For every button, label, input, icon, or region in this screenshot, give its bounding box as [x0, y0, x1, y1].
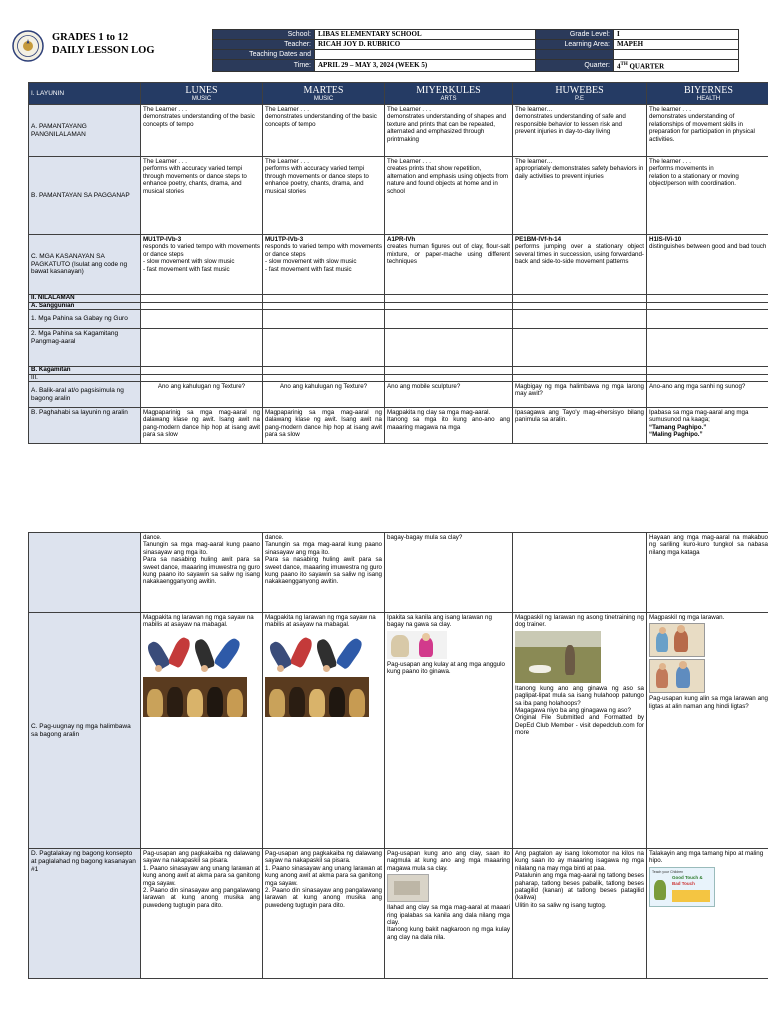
day-header-huwebes: [513, 83, 647, 105]
time-label: Time:: [213, 60, 315, 72]
learning-area-label: Learning Area:: [536, 40, 614, 50]
teaching-dates-label: Teaching Dates and: [213, 50, 315, 60]
quarter-word: QUARTER: [627, 62, 665, 71]
pamantayang-biyernes: [647, 105, 768, 157]
dog-training-image: [515, 631, 601, 683]
deped-seal-icon: [12, 30, 44, 62]
pamantayang-row: [29, 105, 768, 157]
balik-aral-label: A. Balik-aral at/o pagsisimula ng bagong aralin: [29, 382, 141, 408]
pagganap-lunes: [141, 157, 263, 235]
cell-text: Magagawa niyo ba ang ginagawa ng aso?: [515, 707, 631, 715]
day-header-biyernes: [647, 83, 768, 105]
cell-text: Magpakita ng larawan ng mga sayaw na mabilis at asayaw na mabagal.: [265, 614, 376, 629]
continuation-martes: [263, 533, 385, 613]
cell-text: performs with accuracy varied tempi through movements or dance steps to enhance poetry, chants, drama, and musical stories: [265, 165, 369, 195]
layunin-heading: I. LAYUNIN: [29, 83, 141, 105]
balik-aral-biyernes: Ano-ano ang mga sanhi ng sunog?: [647, 382, 768, 408]
cell-text: The learner…: [515, 158, 553, 165]
day-header-miyerkules: [385, 83, 513, 105]
iii-row: [29, 374, 768, 382]
day-header-martes: [263, 83, 385, 105]
pamantayang-lunes: [141, 105, 263, 157]
pamantayang-miyerkules: [385, 105, 513, 157]
cell-text: - fast movement with fast music: [265, 265, 352, 273]
poster-text: Good Touch &: [672, 874, 703, 880]
kasanayan-biyernes: [647, 235, 768, 295]
slow-dance-image: [143, 677, 247, 717]
cell-text: Ulitin ito sa saliw ng isang tugtog.: [515, 901, 607, 909]
paghahabi-miyerkules: Magpakita ng clay sa mga mag-aaral. Itanong sa mga ito kung ano-ano ang maaaring magawa na mga: [385, 408, 513, 444]
cell-text: “Maling Paghipo.”: [649, 431, 703, 439]
pag-uugnay-biyernes: [647, 613, 768, 849]
continuation-row: [29, 533, 768, 613]
balik-aral-huwebes: Magbigay ng mga halimbawa ng mga larong may awit?: [513, 382, 647, 408]
pagtalakay-huwebes: [513, 849, 647, 979]
cell-text: The Learner . . .: [143, 158, 188, 165]
good-bad-touch-poster: [649, 867, 715, 907]
cell-text: The Learner . . .: [387, 106, 432, 113]
cell-text: performs movements in: [649, 165, 714, 173]
day-subject: HEALTH: [696, 95, 721, 102]
cell-text: Para sa nasabing huling awit para sa sweet dance, maaaring imuwestra ng guro kung paano ito sayawin sa saliw ng isang nakakaengganyong awitin.: [143, 556, 260, 586]
competency-code: H1IS-IVi-10: [649, 236, 682, 243]
hiphop-dance-image: [265, 631, 369, 675]
title-line-1: GRADES 1 to 12: [52, 32, 129, 43]
clay-sample-image: [387, 874, 429, 902]
teacher-value: RICAH JOY D. RUBRICO: [315, 40, 536, 50]
kasanayan-lunes: [141, 235, 263, 295]
pamantayang-martes: [263, 105, 385, 157]
title-line-2: DAILY LESSON LOG: [52, 45, 155, 56]
balik-aral-miyerkules: Ano ang mobile sculpture?: [385, 382, 513, 408]
paghahabi-biyernes: [647, 408, 768, 444]
cell-text: Pag-usapan kung alin sa mga larawan ang ligtas at alin naman ang hindi ligtas?: [649, 695, 768, 710]
cell-text: Magpaskil ng mga larawan.: [649, 614, 725, 621]
cell-text: creates human figures out of clay, flour-salt mixture, or paper-mache using different techniques: [387, 243, 510, 266]
nilalaman-label: II. NILALAMAN: [29, 295, 141, 303]
cell-text: The learner . . .: [649, 158, 691, 165]
teacher-label: Teacher:: [213, 40, 315, 50]
safe-touch-image: [649, 623, 705, 657]
pagtalakay-row: [29, 849, 768, 979]
quarter-suffix: TH: [620, 62, 628, 67]
cell-text: 1. Paano sinasayaw ang unang larawan at kung anong awit at akma para sa ganitong mga sayaw.: [265, 864, 382, 887]
kasanayan-row: [29, 235, 768, 295]
sanggunian-row: [29, 302, 768, 310]
continuation-biyernes: Hayaan ang mga mag-aaral na makabuo ng sariling kuro-kuro tungkol sa nabasa nilang mga kataga: [647, 533, 768, 613]
paghahabi-row: [29, 408, 768, 444]
paghahabi-label: B. Paghahabi sa layunin ng aralin: [29, 408, 141, 444]
pag-uugnay-lunes: [141, 613, 263, 849]
paghahabi-lunes: Magpaparinig sa mga mag-aaral ng dalawang klase ng awit. Isang awit na pang-modern dance hip hop at isang awit para sa slow: [141, 408, 263, 444]
cell-text: Tanungin sa mga mag-aaral kung paano sinasayaw ang mga ito.: [265, 541, 382, 556]
pagganap-row: [29, 157, 768, 235]
competency-code: MU1TP-IVb-3: [143, 236, 182, 243]
day-name: HUWEBES: [555, 84, 604, 96]
balik-aral-row: [29, 382, 768, 408]
cell-text: demonstrates understanding of the basic concepts of tempo: [265, 113, 377, 128]
cell-text: Pag-usapan ang pagkakaiba ng dalawang sayaw na nakapaskil sa pisara.: [143, 850, 260, 865]
cell-text: Ipabasa sa mga mag-aaral ang mga sumusunod na kaaga;: [649, 409, 749, 424]
cell-text: Itanong kung ano ang ginawa ng aso sa paglipat-lipat mula sa isang hulahoop patungo sa iba pang holahoops?: [515, 684, 644, 707]
pagganap-label: B. PAMANTAYAN SA PAGGANAP: [29, 157, 141, 235]
gabay-label: 1. Mga Pahina sa Gabay ng Guro: [29, 310, 141, 329]
day-subject: ARTS: [440, 95, 457, 102]
cell-text: The Learner . . .: [265, 106, 310, 113]
cell-text: performs jumping over a stationary object several times in succession, using forwardand- back and side-to-side movement patterns: [515, 243, 644, 266]
cell-text: Para sa nasabing huling awit para sa sweet dance, maaaring imuwestra ng guro kung paano ito sayawin sa saliw ng isang nakakaengganyong awitin.: [265, 556, 382, 586]
hiphop-dance-image: [143, 631, 247, 675]
paghahabi-huwebes: Ipasagawa ang Tayo'y mag-ehersisyo bilang panimula sa aralin.: [513, 408, 647, 444]
pag-uugnay-huwebes: [513, 613, 647, 849]
cell-text: Pag-usapan kung ano ang clay, saan ito nagmula at kung ano ang mga maaaring magawa mula sa clay.: [387, 850, 510, 872]
cell-text: demonstrates understanding of relationships of movement skills in preparation for participation in physical activities.: [649, 113, 755, 143]
kasanayan-miyerkules: [385, 235, 513, 295]
day-subject: MUSIC: [191, 95, 212, 102]
continuation-huwebes: [513, 533, 647, 613]
cell-text: Pag-usapan ang kulay at ang mga anggulo kung paano ito ginawa.: [387, 660, 505, 676]
school-value: LIBAS ELEMENTARY SCHOOL: [315, 30, 536, 40]
lesson-log-table-page1: [28, 82, 768, 444]
competency-code: MU1TP-IVb-3: [265, 236, 304, 243]
cell-text: - slow movement with slow music: [265, 258, 357, 266]
cell-text: “Tamang Paghipo.”: [649, 423, 707, 431]
pagtalakay-label: D. Pagtalakay ng bagong konsepto at paglalahad ng bagong kasanayan #1: [29, 849, 141, 979]
cell-text: performs with accuracy varied tempi through movements or dance steps to enhance poetry, chants, drama, and musical stories: [143, 165, 247, 195]
pagganap-biyernes: [647, 157, 768, 235]
cell-text: The Learner . . .: [387, 158, 432, 165]
pag-uugnay-row: [29, 613, 768, 849]
cell-text: creates prints that show repetition, alternation and emphasis using objects from nature and found objects at home and in school: [387, 165, 509, 195]
cell-text: relation to a stationary or moving object/person with coordination.: [649, 172, 739, 188]
kasanayan-label: C. MGA KASANAYAN SA PAGKATUTO (Isulat ang code ng bawat kasanayan): [29, 235, 141, 295]
unsafe-touch-image: [649, 659, 705, 693]
cell-text: Patalunin ang mga mag-aaral ng tatlong beses paharap, tatlong beses pabalik, tatlong beses patagilid (kanan) at tatlong beses patagilid (kaliwa): [515, 872, 644, 902]
nilalaman-row: [29, 295, 768, 303]
info-blank-value: [614, 50, 739, 60]
grade-level-value: I: [614, 30, 739, 40]
balik-aral-martes: Ano ang kahulugan ng Texture?: [263, 382, 385, 408]
competency-code: A1PR-IVh: [387, 236, 416, 243]
cell-text: appropriately demonstrates safety behaviors in daily activities to prevent injuries: [515, 165, 644, 180]
cell-text: Magpaskil ng larawan ng asong tinetraining ng dog trainer.: [515, 614, 644, 629]
day-name: BIYERNES: [684, 84, 733, 96]
cell-text: Ilahad ang clay sa mga mag-aaral at maaari ring ipalabas sa kanila ang dala nilang mga clay.: [387, 904, 510, 927]
kagamitang-label: 2. Mga Pahina sa Kagamitang Pangmag-aaral: [29, 329, 141, 367]
kagamitan-row: [29, 367, 768, 375]
school-label: School:: [213, 30, 315, 40]
cell-text: 2. Paano din sinasayaw ang pangalawang larawan at kung anong musika ang puwedeng tugtugin para dito.: [265, 887, 382, 909]
continuation-label: [29, 533, 141, 613]
pagtalakay-miyerkules: [385, 849, 513, 979]
cell-text: Pag-usapan ang pagkakaiba ng dalawang sayaw na nakapaskil sa pisara.: [265, 850, 382, 865]
quarter-number: 4: [617, 62, 621, 71]
lesson-log-table-page2: [28, 532, 768, 979]
cell-text: The Learner . . .: [265, 158, 310, 165]
info-blank-cell: [536, 50, 614, 60]
cell-text: The learner…: [515, 106, 553, 113]
pag-uugnay-martes: [263, 613, 385, 849]
school-info-table: [212, 29, 739, 72]
clay-figures-image: [387, 631, 447, 659]
days-header-row: [29, 83, 768, 105]
kagamitan-label: B. Kagamitan: [29, 367, 141, 375]
cell-text: Ipakita sa kanila ang isang larawan ng bagay na gawa sa clay.: [387, 614, 492, 629]
pamantayang-label: A. PAMANTAYANG PANGNILALAMAN: [29, 105, 141, 157]
cell-text: demonstrates understanding of shapes and texture and prints that can be repeated, alternated and emphasized through printmaking: [387, 113, 507, 143]
dates-spacer: [315, 50, 536, 60]
document-header: [0, 0, 768, 80]
document-title: [52, 31, 155, 57]
cell-text: 2. Paano din sinasayaw ang pangalawang larawan at kung anong musika ang puwedeng tugtugin para dito.: [143, 887, 260, 909]
cell-text: Magpakita ng larawan ng mga sayaw na mabilis at asayaw na mabagal.: [143, 614, 254, 629]
competency-code: PE1BM-IVf-h-14: [515, 236, 562, 243]
cell-text: distinguishes between good and bad touch: [649, 243, 767, 251]
gabay-row: [29, 310, 768, 329]
pagtalakay-martes: [263, 849, 385, 979]
quarter-value: [614, 60, 739, 72]
cell-text: Itanong kung bakit nagkaroon ng mga kulay ang clay na dala nila.: [387, 926, 510, 941]
day-subject: MUSIC: [313, 95, 334, 102]
learning-area-value: MAPEH: [614, 40, 739, 50]
iii-label: III.: [29, 374, 141, 382]
paghahabi-martes: Magpaparinig sa mga mag-aaral ng dalawang klase ng awit. Isang awit na pang-modern dance hip hop at isang awit para sa slow: [263, 408, 385, 444]
day-name: MARTES: [303, 84, 344, 96]
kagamitang-row: [29, 329, 768, 367]
cell-text: responds to varied tempo with movements or dance steps: [143, 243, 260, 258]
day-name: MIYERKULES: [416, 84, 481, 96]
day-name: LUNES: [185, 84, 218, 96]
pagganap-miyerkules: [385, 157, 513, 235]
cell-text: demonstrates understanding of safe and responsible behavior to lessen risk and prevent injuries in day-to-day living: [515, 113, 626, 136]
cell-text: 1. Paano sinasayaw ang unang larawan at kung anong awit at akma para sa ganitong mga sayaw.: [143, 864, 260, 887]
slow-dance-image: [265, 677, 369, 717]
continuation-miyerkules: bagay-bagay mula sa clay?: [385, 533, 513, 613]
cell-text: dance.: [143, 534, 162, 541]
pagtalakay-lunes: [141, 849, 263, 979]
kasanayan-huwebes: [513, 235, 647, 295]
cell-text: Talakayin ang mga tamang hipo at maling hipo.: [649, 850, 764, 865]
balik-aral-lunes: Ano ang kahulugan ng Texture?: [141, 382, 263, 408]
day-subject: P.E: [575, 95, 584, 102]
cell-text: responds to varied tempo with movements or dance steps: [265, 243, 382, 258]
pagganap-huwebes: [513, 157, 647, 235]
dates-value: APRIL 29 – MAY 3, 2024 (WEEK 5): [315, 60, 536, 72]
day-header-lunes: [141, 83, 263, 105]
continuation-lunes: [141, 533, 263, 613]
cell-text: Original File Submitted and Formatted by DepEd Club Member - visit depedclub.com for more: [515, 714, 644, 737]
pag-uugnay-miyerkules: [385, 613, 513, 849]
kasanayan-martes: [263, 235, 385, 295]
cell-text: demonstrates understanding of the basic concepts of tempo: [143, 113, 255, 128]
pagtalakay-biyernes: [647, 849, 768, 979]
cell-text: dance.: [265, 534, 284, 541]
cell-text: - slow movement with slow music: [143, 258, 235, 266]
sanggunian-label: A. Sanggunian: [29, 302, 141, 310]
poster-text: Bad Touch: [672, 880, 695, 886]
cell-text: The learner . . .: [649, 106, 691, 113]
grade-level-label: Grade Level:: [536, 30, 614, 40]
cell-text: Tanungin sa mga mag-aaral kung paano sinasayaw ang mga ito.: [143, 541, 260, 556]
pag-uugnay-label: C. Pag-uugnay ng mga halimbawa sa bagong aralin: [29, 613, 141, 849]
quarter-label: Quarter:: [536, 60, 614, 72]
cell-text: Ang pagtalon ay isang lokomotor na kilos na kung saan ito ay maaaring isagawa ng mga nilalang na may mga binti at paa.: [515, 850, 644, 872]
poster-text: Teach your Children: [652, 869, 684, 874]
pagganap-martes: [263, 157, 385, 235]
cell-text: - fast movement with fast music: [143, 265, 230, 273]
pamantayang-huwebes: [513, 105, 647, 157]
cell-text: The Learner . . .: [143, 106, 188, 113]
